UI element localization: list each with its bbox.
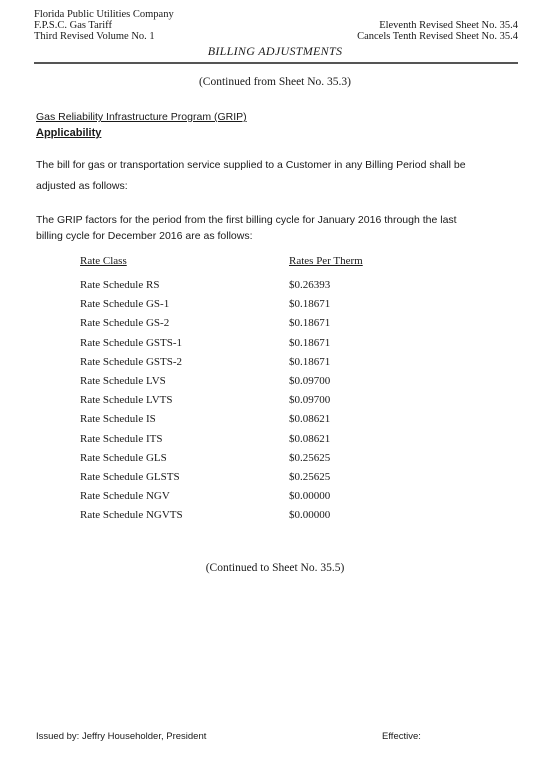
rate-value-cell: $0.18671 — [289, 355, 331, 368]
rate-class-cell: Rate Schedule GS-1 — [80, 298, 170, 311]
paragraph-1-line-2: adjusted as follows: — [36, 180, 128, 192]
rate-row — [80, 471, 380, 489]
rate-class-cell: Rate Schedule ITS — [80, 432, 163, 445]
rate-value-cell: $0.25625 — [289, 471, 331, 483]
rate-row — [80, 356, 380, 374]
rate-class-cell: Rate Schedule LVS — [80, 375, 166, 387]
rate-class-header: Rate Class — [80, 255, 127, 267]
paragraph-1-line-1: The bill for gas or transportation service supplied to a Customer in any Billing Period shall be — [36, 159, 466, 171]
rate-value-cell: $0.09700 — [289, 394, 331, 407]
rate-row — [80, 279, 380, 297]
rate-class-cell: Rate Schedule GSTS-2 — [80, 355, 183, 368]
sheet-number: Eleventh Revised Sheet No. 35.4 — [379, 20, 518, 31]
rate-row — [80, 317, 380, 335]
section-title: BILLING ADJUSTMENTS — [207, 44, 343, 58]
rate-value-cell: $0.00000 — [289, 490, 331, 503]
tariff-name: F.P.S.C. Gas Tariff — [34, 20, 112, 31]
cancels-sheet: Cancels Tenth Revised Sheet No. 35.4 — [357, 31, 518, 42]
rate-class-cell: Rate Schedule LVTS — [80, 394, 173, 407]
rate-row — [80, 433, 380, 451]
rate-class-cell: Rate Schedule GLS — [80, 451, 167, 464]
rate-row — [80, 509, 380, 527]
rate-class-cell: Rate Schedule NGV — [80, 490, 170, 503]
continued-from: (Continued from Sheet No. 35.3) — [198, 76, 352, 88]
rate-class-cell: Rate Schedule NGVTS — [80, 509, 183, 522]
rate-class-cell: Rate Schedule IS — [80, 413, 156, 426]
rate-value-cell: $0.26393 — [289, 279, 331, 291]
rate-row — [80, 337, 380, 355]
rate-class-cell: Rate Schedule RS — [80, 279, 160, 291]
rate-value-cell: $0.08621 — [289, 413, 331, 426]
rate-value-cell: $0.09700 — [289, 375, 331, 387]
rate-value-cell: $0.08621 — [289, 432, 331, 445]
paragraph-2-line-1: The GRIP factors for the period from the first billing cycle for January 2016 through the last — [36, 214, 457, 226]
rate-row — [80, 394, 380, 412]
rate-row — [80, 490, 380, 508]
effective-label: Effective: — [382, 731, 421, 742]
rate-value-cell: $0.00000 — [289, 509, 331, 522]
rate-row — [80, 413, 380, 431]
continued-to: (Continued to Sheet No. 35.5) — [205, 562, 345, 574]
rate-value-cell: $0.18671 — [289, 317, 331, 330]
rate-row — [80, 452, 380, 470]
tariff-volume: Third Revised Volume No. 1 — [34, 31, 155, 42]
rate-row — [80, 298, 380, 316]
rate-class-cell: Rate Schedule GSTS-1 — [80, 336, 183, 349]
rate-value-cell: $0.18671 — [289, 298, 331, 311]
rate-value-cell: $0.18671 — [289, 336, 331, 349]
rates-per-therm-header: Rates Per Therm — [289, 255, 363, 267]
rate-class-cell: Rate Schedule GS-2 — [80, 317, 170, 330]
header-rule — [34, 62, 518, 64]
issued-by: Issued by: Jeffry Householder, President — [36, 731, 207, 742]
company-name: Florida Public Utilities Company — [34, 9, 174, 20]
paragraph-2-line-2: billing cycle for December 2016 are as follows: — [36, 230, 253, 242]
rate-row — [80, 375, 380, 393]
program-title: Gas Reliability Infrastructure Program (GRIP) — [36, 111, 247, 123]
rate-class-cell: Rate Schedule GLSTS — [80, 471, 180, 483]
rate-value-cell: $0.25625 — [289, 451, 331, 464]
applicability-heading: Applicability — [36, 127, 102, 139]
